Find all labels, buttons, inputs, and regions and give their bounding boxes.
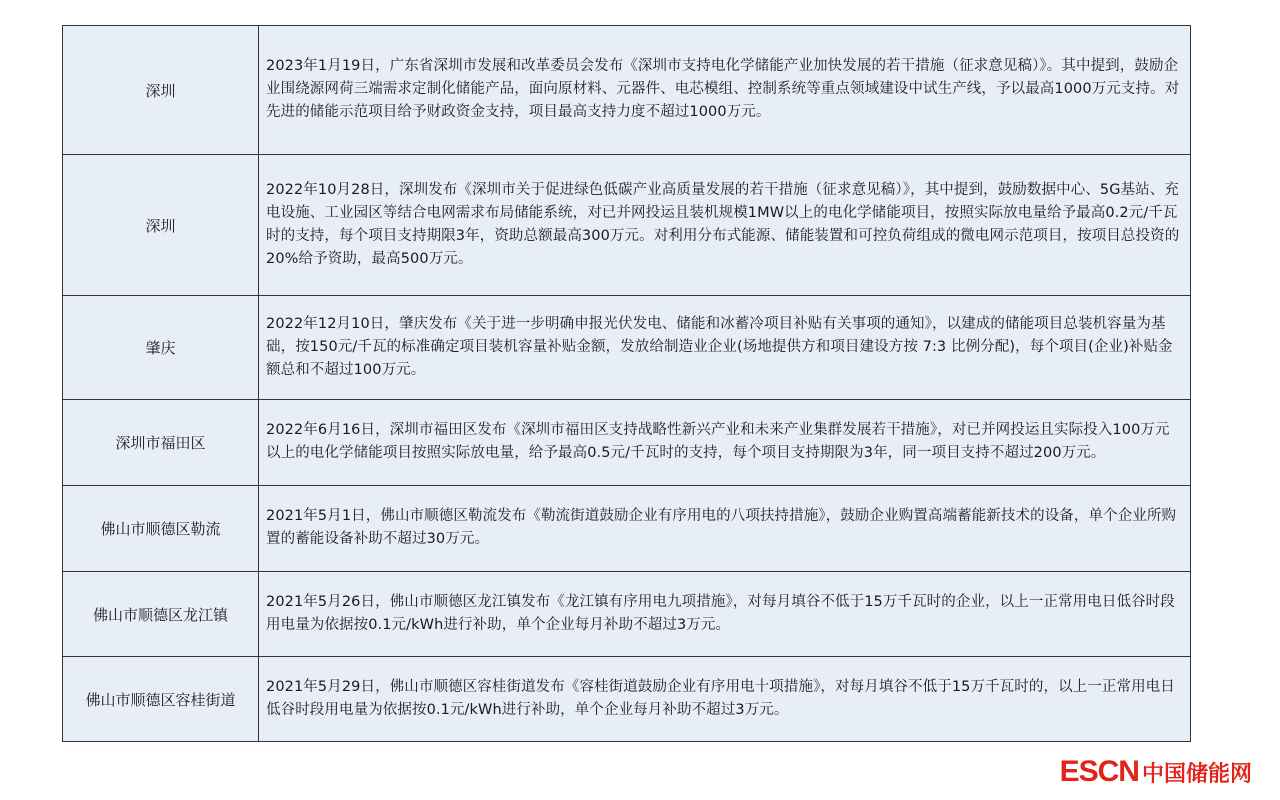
table-row	[63, 26, 1191, 155]
region-cell: 肇庆	[63, 296, 259, 400]
policy-description: 2023年1月19日，广东省深圳市发展和改革委员会发布《深圳市支持电化学储能产业加快发展的若干措施（征求意见稿）》。其中提到，鼓励企业围绕源网荷三端需求定制化储能产品，面向原材料、元器件、电芯模组、控制系统等重点领域建设中试生产线，予以最高1000万元支持。对先进的储能示范项目给予财政资金支持，项目最高支持力度不超过1000万元。	[259, 26, 1191, 155]
policy-description: 2022年6月16日，深圳市福田区发布《深圳市福田区支持战略性新兴产业和未来产业集群发展若干措施》，对已并网投运且实际投入100万元以上的电化学储能项目按照实际放电量，给予最高0.5元/千瓦时的支持，每个项目支持期限为3年，同一项目支持不超过200万元。	[259, 400, 1191, 486]
logo-latin-text: ESCN	[1059, 755, 1139, 788]
policy-description: 2022年12月10日，肇庆发布《关于进一步明确申报光伏发电、储能和冰蓄冷项目补贴有关事项的通知》，以建成的储能项目总装机容量为基础，按150元/千瓦的标准确定项目装机容量补贴金额，发放给制造业企业(场地提供方和项目建设方按 7:3 比例分配)，每个项目(企业)补贴金额总和不超过100万元。	[259, 296, 1191, 400]
region-cell: 佛山市顺德区勒流	[63, 486, 259, 572]
table-row	[63, 486, 1191, 572]
policy-description: 2021年5月1日，佛山市顺德区勒流发布《勒流街道鼓励企业有序用电的八项扶持措施》，鼓励企业购置高端蓄能新技术的设备，单个企业所购置的蓄能设备补助不超过30万元。	[259, 486, 1191, 572]
region-cell: 深圳市福田区	[63, 400, 259, 486]
table-row	[63, 296, 1191, 400]
region-cell: 佛山市顺德区容桂街道	[63, 657, 259, 742]
table-row	[63, 657, 1191, 742]
logo-cjk-text: 中国储能网	[1141, 761, 1252, 787]
policy-description: 2021年5月29日，佛山市顺德区容桂街道发布《容桂街道鼓励企业有序用电十项措施》，对每月填谷不低于15万千瓦时的，以上一正常用电日低谷时段用电量为依据按0.1元/kWh进行补助，单个企业每月补助不超过3万元。	[259, 657, 1191, 742]
policy-description: 2021年5月26日，佛山市顺德区龙江镇发布《龙江镇有序用电九项措施》，对每月填谷不低于15万千瓦时的企业，以上一正常用电日低谷时段用电量为依据按0.1元/kWh进行补助，单个企业每月补助不超过3万元。	[259, 572, 1191, 657]
table-row	[63, 572, 1191, 657]
policy-description: 2022年10月28日，深圳发布《深圳市关于促进绿色低碳产业高质量发展的若干措施（征求意见稿）》，其中提到，鼓励数据中心、5G基站、充电设施、工业园区等结合电网需求布局储能系统，对已并网投运且装机规模1MW以上的电化学储能项目，按照实际放电量给予最高0.2元/千瓦时的支持，每个项目支持期限3年，资助总额最高300万元。对利用分布式能源、储能装置和可控负荷组成的微电网示范项目，按项目总投资的20%给予资助，最高500万元。	[259, 155, 1191, 296]
escn-logo	[1060, 752, 1252, 792]
table-row	[63, 400, 1191, 486]
policy-table	[62, 25, 1191, 742]
region-cell: 佛山市顺德区龙江镇	[63, 572, 259, 657]
table-row	[63, 155, 1191, 296]
region-cell: 深圳	[63, 155, 259, 296]
region-cell: 深圳	[63, 26, 259, 155]
